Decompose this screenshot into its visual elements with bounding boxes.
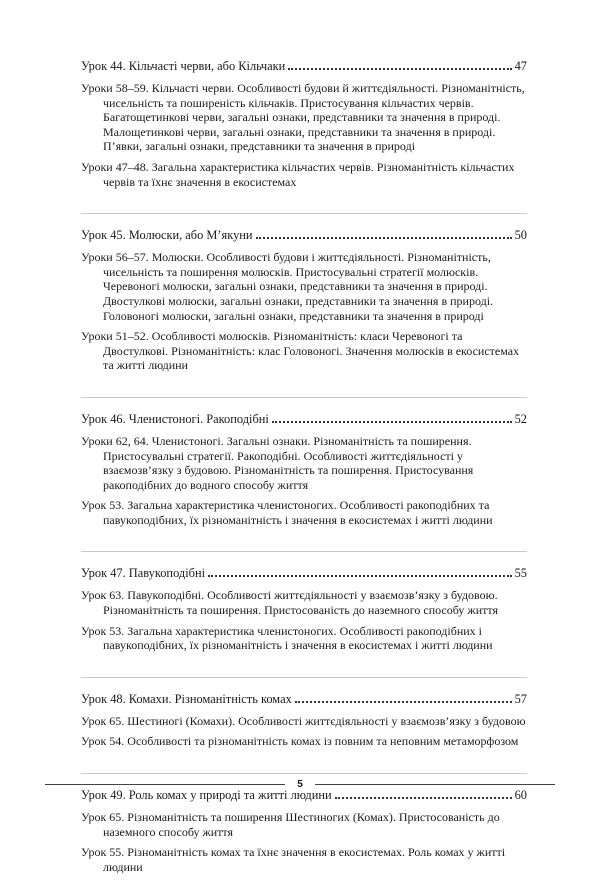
dot-leader: [208, 575, 512, 577]
toc-entry-title: Урок 47. Павукоподібні: [81, 566, 206, 581]
toc-section-lesson-46: [81, 397, 527, 542]
dot-leader: [288, 68, 511, 70]
toc-entry[interactable]: [81, 565, 527, 581]
toc-section-lesson-47: [81, 551, 527, 666]
curriculum-note: Урок 63. Павукоподібні. Особливості життєдіяльності у взаємозв’язку з будовою. Різноманітність та поширення. Пристосованість до наземного способу життя: [81, 588, 498, 618]
curriculum-note: Урок 53. Загальна характеристика членистоногих. Особливості ракоподібних і павукоподібних, їх різноманітність і значення в екосистемах і житті людини: [81, 623, 493, 653]
toc-entry[interactable]: [81, 58, 527, 74]
curriculum-note: Уроки 56–57. Молюски. Особливості будови і життєдіяльності. Різноманітність, чисельність та поширення молюсків. Пристосувальні стратегії молюсків. Черевоногі молюски, загальні ознаки, представники та значення в природі. Двостулкові молюски, загальні ознаки, представники та значення в природі. Головоногі молюски, загальні ознаки, представники та значення в природі: [81, 250, 494, 323]
toc-entry-page: 47: [514, 59, 527, 73]
dot-leader: [295, 701, 512, 703]
footer-rule-left: [45, 784, 285, 785]
table-of-contents: [81, 54, 527, 888]
toc-entry[interactable]: [81, 691, 527, 707]
curriculum-note: Уроки 47–48. Загальна характеристика кільчастих червів. Різноманітність кільчастих червів та їхнє значення в екосистемах: [81, 159, 515, 189]
toc-entry-title: Урок 44. Кільчасті черви, або Кільчаки: [81, 59, 286, 73]
curriculum-note: Урок 65. Шестиногі (Комахи). Особливості життєдіяльності у взаємозв’язку з будовою: [81, 713, 526, 728]
toc-entry-page: 60: [514, 788, 527, 803]
toc-entry-page: 55: [514, 566, 527, 581]
toc-entry-page: 50: [514, 228, 527, 243]
dot-leader: [335, 797, 512, 799]
curriculum-note: Урок 53. Загальна характеристика членистоногих. Особливості ракоподібних та павукоподібних, їх різноманітність і значення в екосистемах і житті людини: [81, 498, 493, 527]
toc-entry[interactable]: [81, 411, 527, 427]
curriculum-note: Урок 55. Різноманітність комах та їхнє значення в екосистемах. Роль комах у житті людини: [81, 845, 506, 874]
toc-entry-page: 57: [514, 691, 527, 706]
toc-section-lesson-44: [81, 54, 527, 203]
page-number: 5: [297, 778, 303, 790]
toc-section-lesson-48: [81, 677, 527, 763]
curriculum-note: Уроки 51–52. Особливості молюсків. Різноманітність: класи Черевоногі та Двостулкові. Різноманітність: клас Головоногі. Значення молюсків в екосистемах та житті людини: [81, 329, 520, 373]
toc-entry-title: Урок 49. Роль комах у природі та житті людини: [81, 788, 332, 803]
curriculum-note: Уроки 58–59. Кільчасті черви. Особливості будови й життєдіяльності. Різноманітність, чисельність та поширеність кільчаків. Пристосування кільчастих червів. Багатощетинкові черви, загальні ознаки, представники та значення в природі. Малощетинкові черви, загальні ознаки, представники та значення в природі. П’явки, загальні ознаки, представники та значення в природі: [81, 81, 525, 154]
toc-entry-title: Урок 45. Молюски, або М’якуни: [81, 228, 253, 243]
toc-entry-page: 52: [514, 411, 527, 426]
toc-entry-title: Урок 48. Комахи. Різноманітність комах: [81, 691, 292, 706]
footer-rule-right: [315, 784, 555, 785]
curriculum-note: Уроки 62, 64. Членистоногі. Загальні ознаки. Різноманітність та поширення. Пристосувальні стратегії. Ракоподібні. Особливості життєдіяльності у взаємозв’язку з будовою. Різноманітність та поширення. Пристосування ракоподібних до водного способу життя: [81, 433, 474, 492]
toc-section-lesson-45: [81, 213, 527, 387]
curriculum-note: Урок 65. Різноманітність та поширення Шестиногих (Комах). Пристосованість до наземного способу життя: [81, 810, 500, 839]
toc-entry[interactable]: [81, 227, 527, 243]
page-footer: [45, 776, 555, 792]
dot-leader: [272, 421, 512, 423]
curriculum-note: Урок 54. Особливості та різноманітність комах із повним та неповним метаморфозом: [81, 734, 519, 749]
toc-entry-title: Урок 46. Членистоногі. Ракоподібні: [81, 411, 269, 426]
dot-leader: [256, 237, 512, 239]
